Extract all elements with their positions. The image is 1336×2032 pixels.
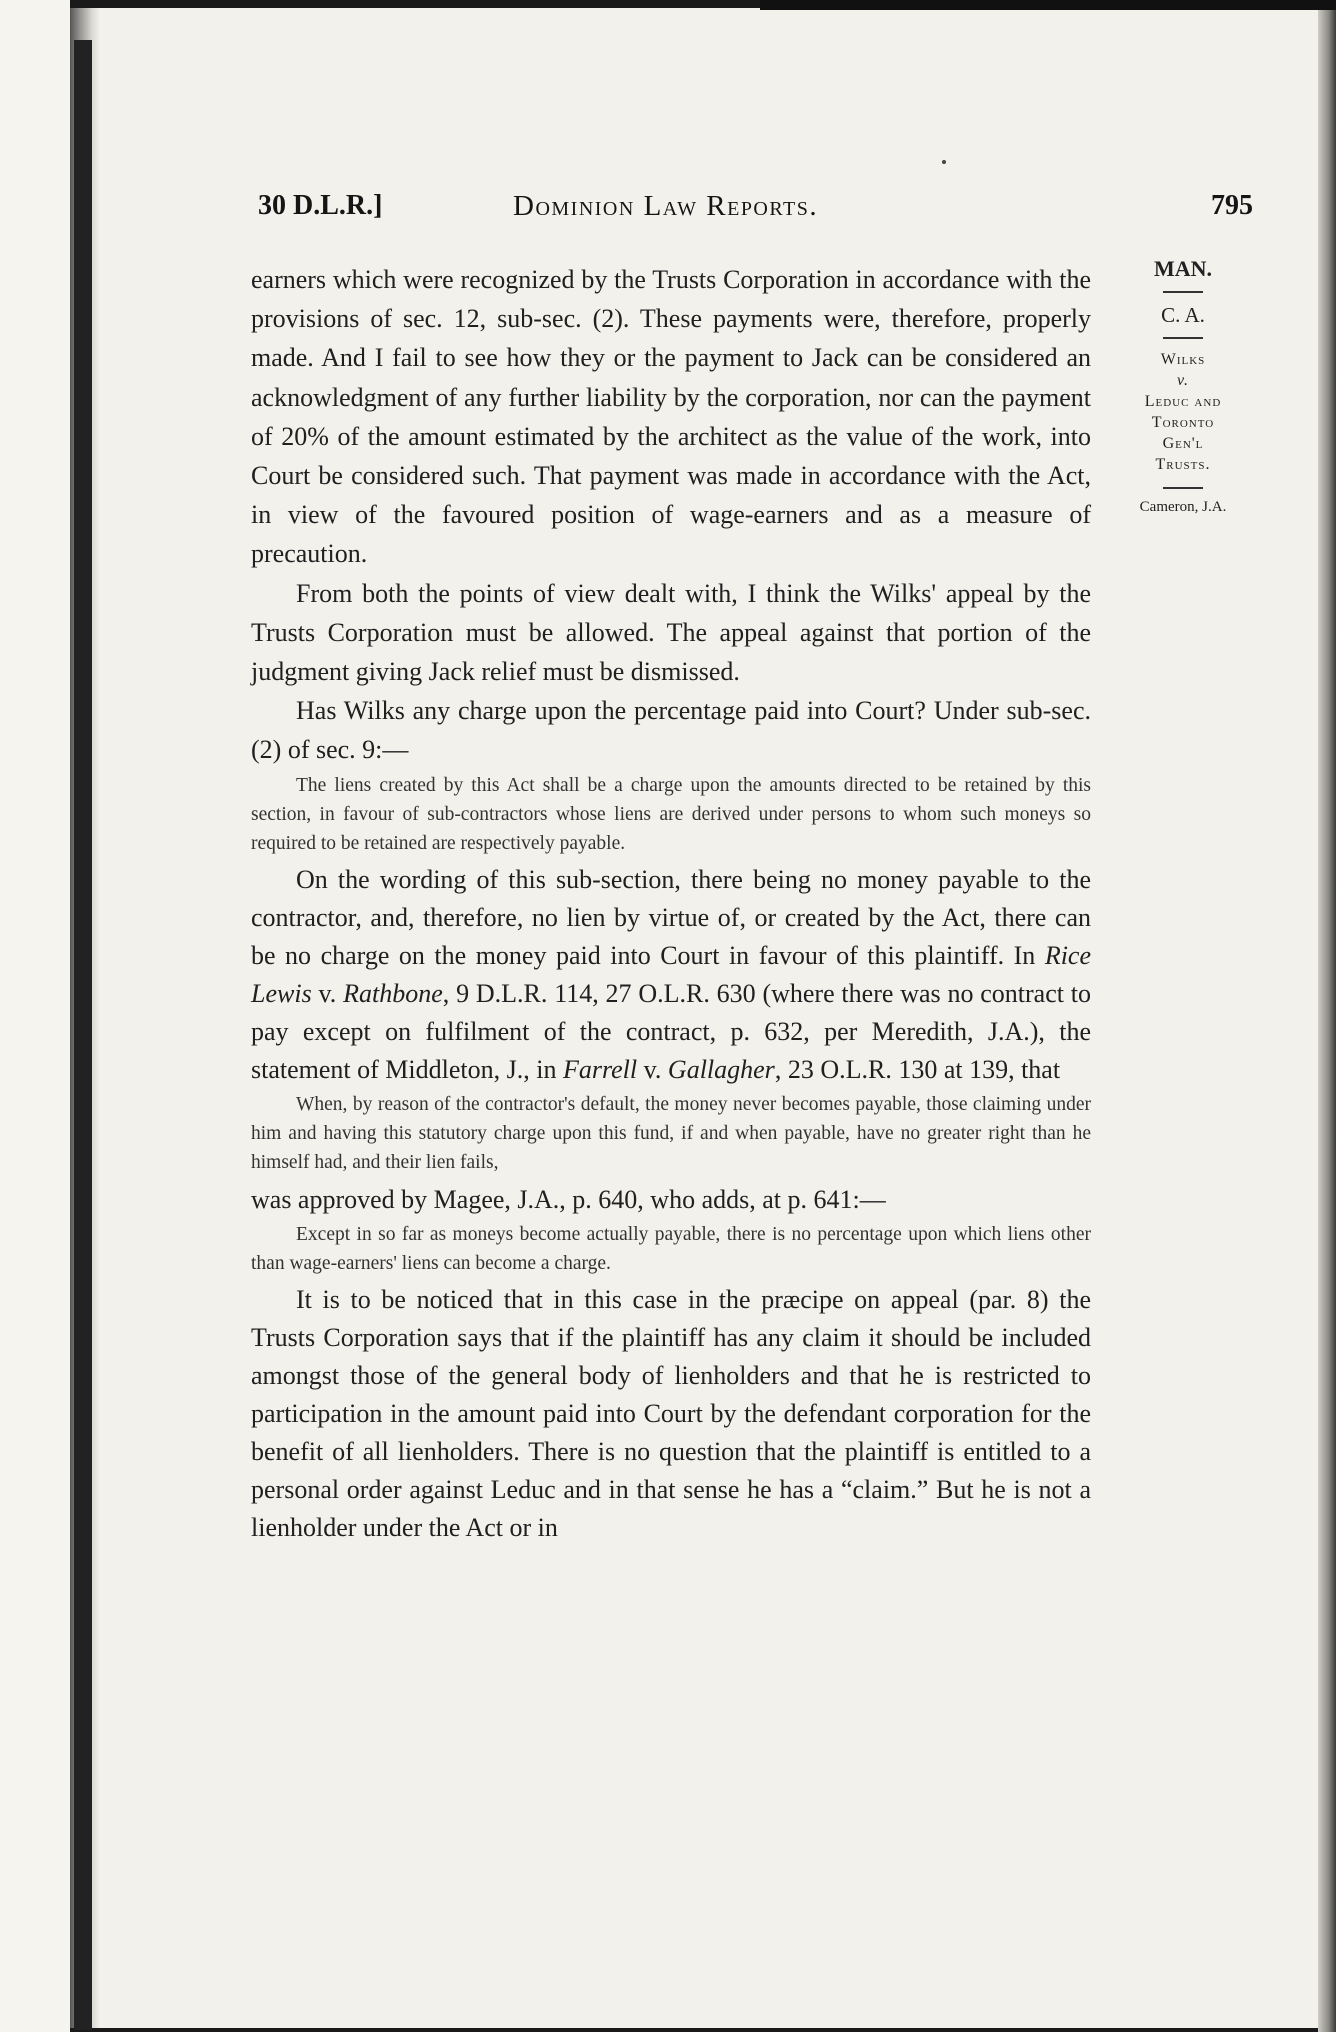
facing-page-edge (0, 0, 70, 2032)
text-run: v. (311, 978, 344, 1008)
case-citation: Rathbone (343, 978, 443, 1008)
block-quote: Except in so far as moneys become actually payable, there is no percentage upon which liens other than wage-earners' liens can become a charge. (251, 1223, 1091, 1274)
judgment-text (251, 260, 1091, 1547)
case-name-line: v. (1177, 372, 1189, 389)
paragraph: was approved by Magee, J.A., p. 640, who adds, at p. 641:— (251, 1184, 886, 1214)
paragraph: From both the points of view dealt with, I think the Wilks' appeal by the Trusts Corporation must be allowed. The appeal against that portion of the judgment giving Jack relief must be dismissed. (251, 578, 1091, 687)
text-run: v. (637, 1054, 668, 1084)
court-label: MAN. (1153, 256, 1213, 281)
block-quote: The liens created by this Act shall be a charge upon the amounts directed to be retained by this section, in favour of sub-contractors whose liens are derived under persons to whom such moneys so required to be retained are respectively payable. (251, 774, 1091, 854)
case-name-line: Wilks (1160, 351, 1206, 368)
scan-border (760, 0, 1336, 10)
case-name-line: Gen'l (1162, 435, 1204, 452)
case-citation: Rice Lewis (251, 940, 1091, 1008)
paragraph: earners which were recognized by the Trusts Corporation in accordance with the provisions of sec. 12, sub-sec. (2). These payments were, therefore, properly made. And I fail to see how they or the payment to Jack can be considered an acknowledgment of any further liability by the corporation, nor can the payment of 20% of the amount estimated by the architect as the value of the work, into Court be considered such. That payment was made in accordance with the Act, in view of the favoured position of wage-earners and as a measure of precaution. (251, 265, 1091, 569)
division-label: C. A. (1161, 303, 1205, 327)
case-name-line: Leduc and (1144, 393, 1222, 410)
binding-edge (74, 40, 92, 2030)
volume-reference: 30 D.L.R.] (258, 190, 383, 221)
case-citation: Farrell (562, 1054, 638, 1084)
page-fore-edge (1318, 8, 1336, 2032)
divider (1163, 337, 1203, 339)
case-citation: Gallagher (667, 1054, 775, 1084)
page-number: 795 (1211, 190, 1253, 221)
case-name-line: Toronto (1151, 414, 1215, 431)
judge-label: Cameron, J.A. (1139, 499, 1227, 515)
paragraph (251, 861, 1091, 1089)
block-quote: When, by reason of the contractor's default, the money never becomes payable, those claiming under him and having this statutory charge upon this fund, if and when payable, have no greater right than he himself had, and their lien fails, (251, 1093, 1091, 1173)
report-title: Dominion Law Reports. (513, 190, 819, 222)
text-run: On the wording of this sub-section, there being no money payable to the contractor, and, therefore, no lien by virtue of, or created by the Act, there can be no charge on the money paid into Court in favour of this plaintiff. In (251, 864, 1091, 970)
paragraph: Has Wilks any charge upon the percentage paid into Court? Under sub-sec. (2) of sec. 9:— (251, 696, 1091, 765)
text-run: , 23 O.L.R. 130 at 139, that (774, 1054, 1061, 1084)
margin-note (1108, 256, 1258, 516)
case-name-line: Trusts. (1155, 456, 1211, 473)
divider (1163, 487, 1203, 489)
running-header (258, 190, 1253, 230)
text-run: , 9 D.L.R. 114, 27 O.L.R. 630 (where there was no contract to pay except on fulfilment of the contract, p. 632, per Meredith, J.A.), the statement of Middleton, J., in (251, 978, 1092, 1084)
divider (1163, 291, 1203, 293)
speck (942, 160, 946, 164)
paragraph: It is to be noticed that in this case in the præcipe on appeal (par. 8) the Trusts Corporation says that if the plaintiff has any claim it should be included amongst those of the general body of lienholders and that he is restricted to participation in the amount paid into Court by the defendant corporation for the benefit of all lienholders. There is no question that the plaintiff is entitled to a personal order against Leduc and in that sense he has a “claim.” But he is not a lienholder under the Act or in (251, 1284, 1091, 1542)
